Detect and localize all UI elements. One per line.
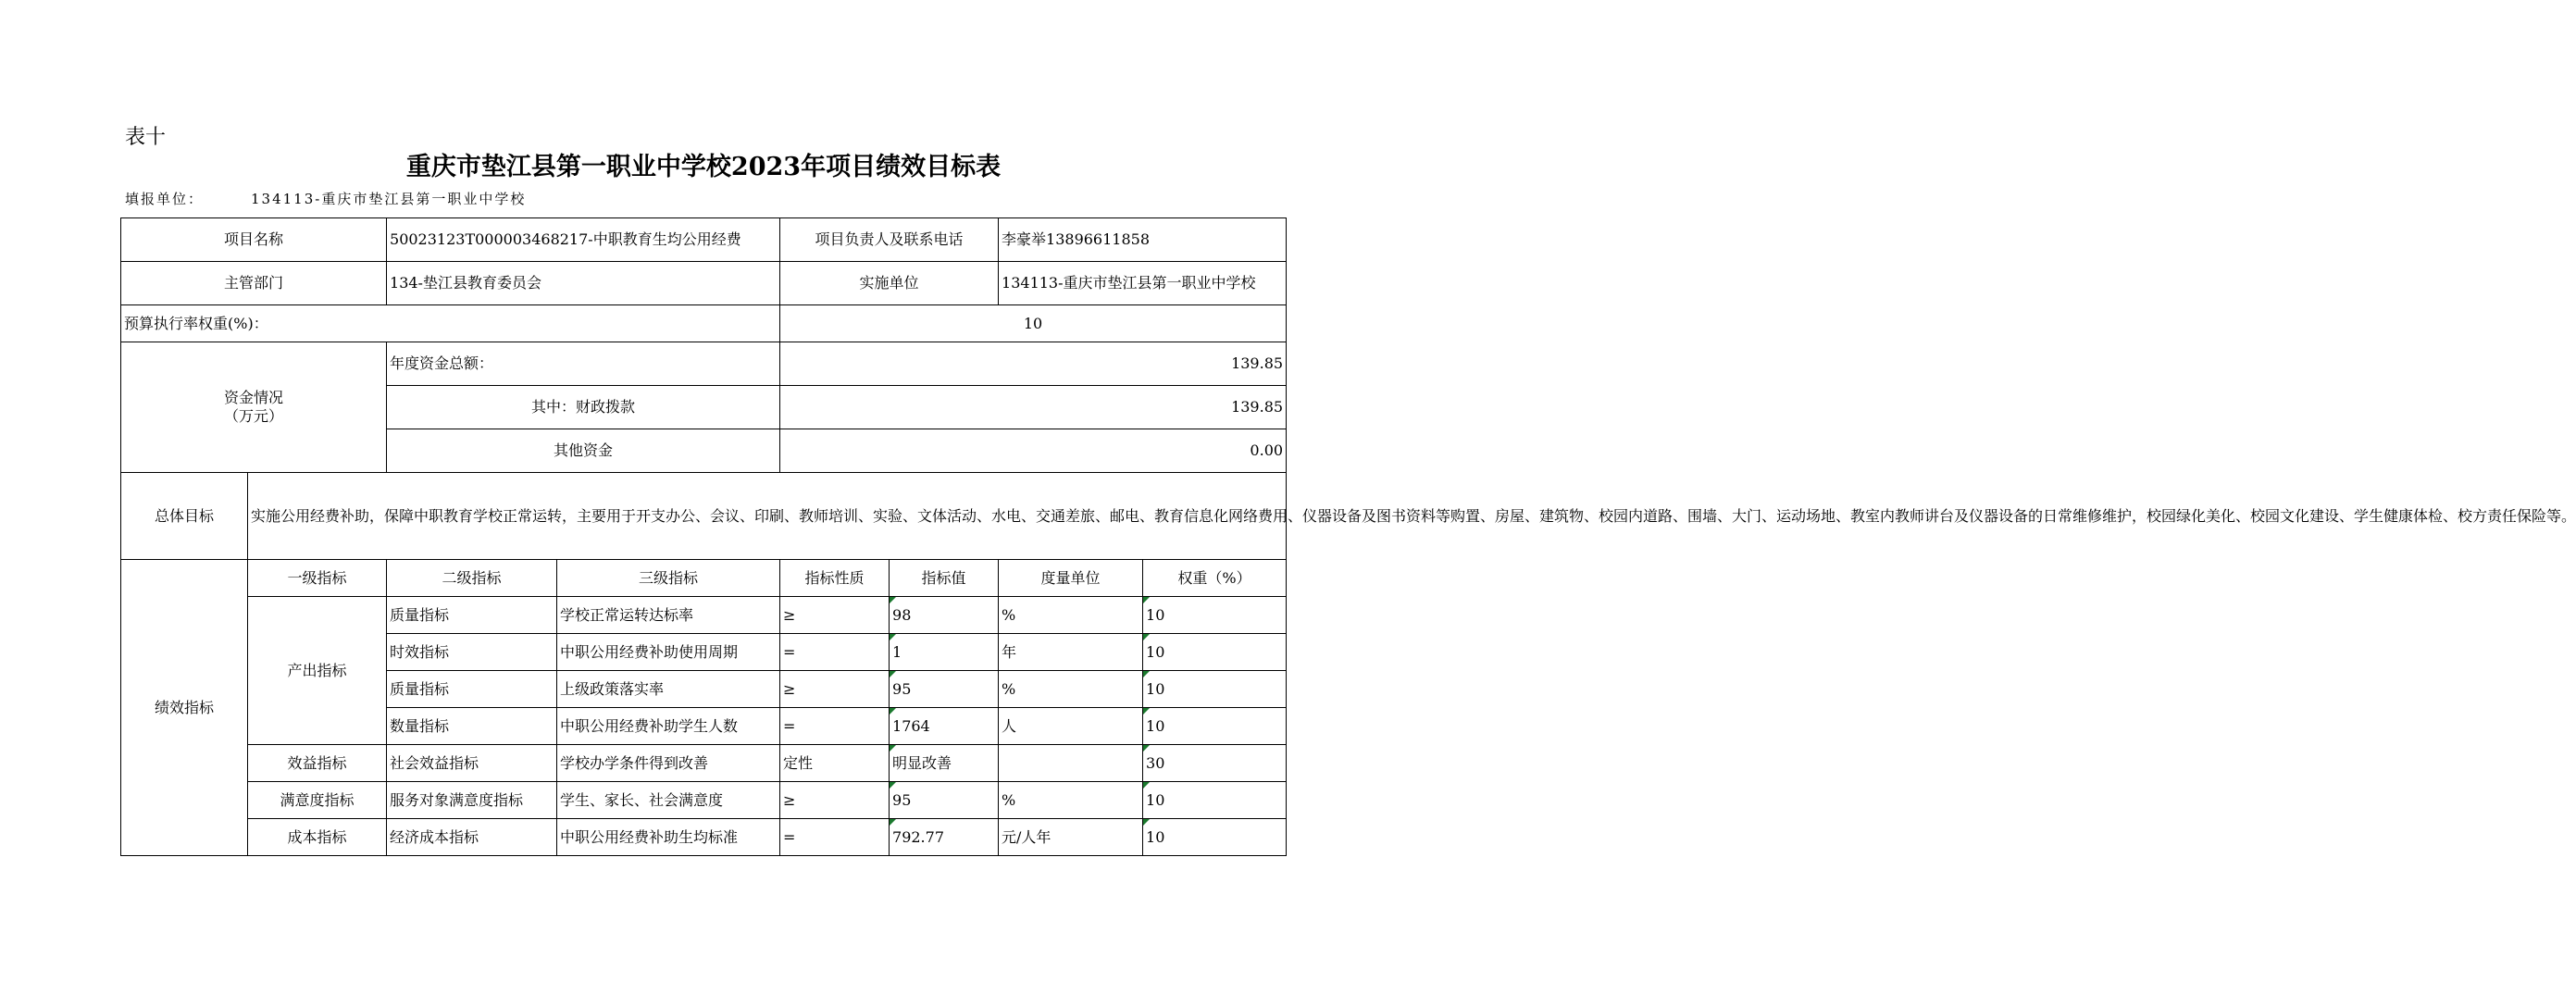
indicator-level2: 社会效益指标 — [387, 745, 557, 782]
indicator-level3: 学校正常运转达标率 — [557, 597, 780, 634]
funds-label: 资金情况 — [224, 389, 284, 406]
header-level2: 二级指标 — [387, 560, 557, 597]
indicator-level3: 上级政策落实率 — [557, 671, 780, 708]
indicator-level3: 学校办学条件得到改善 — [557, 745, 780, 782]
implementer-value: 134113-重庆市垫江县第一职业中学校 — [999, 262, 1287, 305]
indicator-level2: 经济成本指标 — [387, 819, 557, 856]
indicator-unit — [999, 745, 1143, 782]
header-unit: 度量单位 — [999, 560, 1143, 597]
indicator-unit: % — [999, 782, 1143, 819]
document-title: 重庆市垫江县第一职业中学校2023年项目绩效目标表 — [405, 153, 1002, 181]
indicator-header-row — [121, 560, 1287, 597]
indicator-level2: 数量指标 — [387, 708, 557, 745]
indicator-unit: 人 — [999, 708, 1143, 745]
indicator-weight: 30 — [1143, 745, 1287, 782]
funds-other-label: 其他资金 — [387, 429, 780, 473]
filler-label: 填报单位： — [125, 191, 205, 207]
group-output: 产出指标 — [248, 597, 387, 745]
funds-other-value: 0.00 — [780, 429, 1287, 473]
indicator-row — [121, 782, 1287, 819]
filler-row — [125, 189, 527, 208]
indicator-value: 792.77 — [890, 819, 999, 856]
indicator-value: 98 — [890, 597, 999, 634]
indicator-level2: 质量指标 — [387, 597, 557, 634]
funds-total-value: 139.85 — [780, 342, 1287, 386]
goal-row — [121, 473, 1287, 560]
funds-label-cell — [121, 342, 387, 473]
department-row — [121, 262, 1287, 305]
group-benefit: 效益指标 — [248, 745, 387, 782]
header-nature: 指标性质 — [780, 560, 890, 597]
funds-unit: （万元） — [224, 407, 284, 425]
indicator-level3: 学生、家长、社会满意度 — [557, 782, 780, 819]
indicator-nature: ≥ — [780, 597, 890, 634]
goal-text: 实施公用经费补助，保障中职教育学校正常运转，主要用于开支办公、会议、印刷、教师培训、实验、文体活动、水电、交通差旅、邮电、教育信息化网络费用、仪器设备及图书资料等购置、房屋、建筑物、校园内道路、围墙、大门、运动场地、教室内教师讲台及仪器设备的日常维修维护，校园绿化美化、校园文化建设、学生健康体检、校方责任保险等。 — [248, 473, 1287, 560]
filler-value: 134113-重庆市垫江县第一职业中学校 — [251, 191, 527, 207]
indicator-nature: ≥ — [780, 671, 890, 708]
goal-label: 总体目标 — [121, 473, 248, 560]
indicator-weight: 10 — [1143, 671, 1287, 708]
indicator-unit: 元/人年 — [999, 819, 1143, 856]
indicator-nature: = — [780, 819, 890, 856]
indicator-nature: = — [780, 708, 890, 745]
table-number: 表十 — [125, 126, 167, 149]
header-level3: 三级指标 — [557, 560, 780, 597]
indicator-weight: 10 — [1143, 597, 1287, 634]
indicator-value: 明显改善 — [890, 745, 999, 782]
indicator-value: 95 — [890, 671, 999, 708]
department-value: 134-垫江县教育委员会 — [387, 262, 780, 305]
project-name-value: 50023123T000003468217-中职教育生均公用经费 — [387, 218, 780, 262]
performance-table — [120, 217, 2576, 856]
header-weight: 权重（%） — [1143, 560, 1287, 597]
indicator-section-label: 绩效指标 — [121, 560, 248, 856]
indicator-weight: 10 — [1143, 708, 1287, 745]
funds-total-label: 年度资金总额： — [387, 342, 780, 386]
indicator-row — [121, 597, 1287, 634]
budget-rate-value: 10 — [780, 305, 1287, 342]
indicator-value: 1 — [890, 634, 999, 671]
indicator-nature: ≥ — [780, 782, 890, 819]
indicator-level2: 服务对象满意度指标 — [387, 782, 557, 819]
indicator-unit: % — [999, 671, 1143, 708]
indicator-unit: % — [999, 597, 1143, 634]
project-name-label: 项目名称 — [121, 218, 387, 262]
indicator-value: 95 — [890, 782, 999, 819]
group-cost: 成本指标 — [248, 819, 387, 856]
indicator-weight: 10 — [1143, 782, 1287, 819]
indicator-level2: 时效指标 — [387, 634, 557, 671]
indicator-value: 1764 — [890, 708, 999, 745]
project-leader-value: 李豪举13896611858 — [999, 218, 1287, 262]
project-leader-label: 项目负责人及联系电话 — [780, 218, 999, 262]
funds-total-row — [121, 342, 1287, 386]
funds-fiscal-value: 139.85 — [780, 386, 1287, 429]
budget-rate-label: 预算执行率权重(%)： — [121, 305, 780, 342]
group-satisfaction: 满意度指标 — [248, 782, 387, 819]
indicator-level3: 中职公用经费补助学生人数 — [557, 708, 780, 745]
header-value: 指标值 — [890, 560, 999, 597]
budget-rate-row — [121, 305, 1287, 342]
project-name-row — [121, 218, 1287, 262]
indicator-level2: 质量指标 — [387, 671, 557, 708]
indicator-nature: = — [780, 634, 890, 671]
indicator-weight: 10 — [1143, 634, 1287, 671]
department-label: 主管部门 — [121, 262, 387, 305]
indicator-nature: 定性 — [780, 745, 890, 782]
indicator-row — [121, 819, 1287, 856]
indicator-level3: 中职公用经费补助使用周期 — [557, 634, 780, 671]
indicator-weight: 10 — [1143, 819, 1287, 856]
indicator-unit: 年 — [999, 634, 1143, 671]
header-level1: 一级指标 — [248, 560, 387, 597]
funds-fiscal-label: 其中：财政拨款 — [387, 386, 780, 429]
implementer-label: 实施单位 — [780, 262, 999, 305]
indicator-row — [121, 745, 1287, 782]
indicator-level3: 中职公用经费补助生均标准 — [557, 819, 780, 856]
